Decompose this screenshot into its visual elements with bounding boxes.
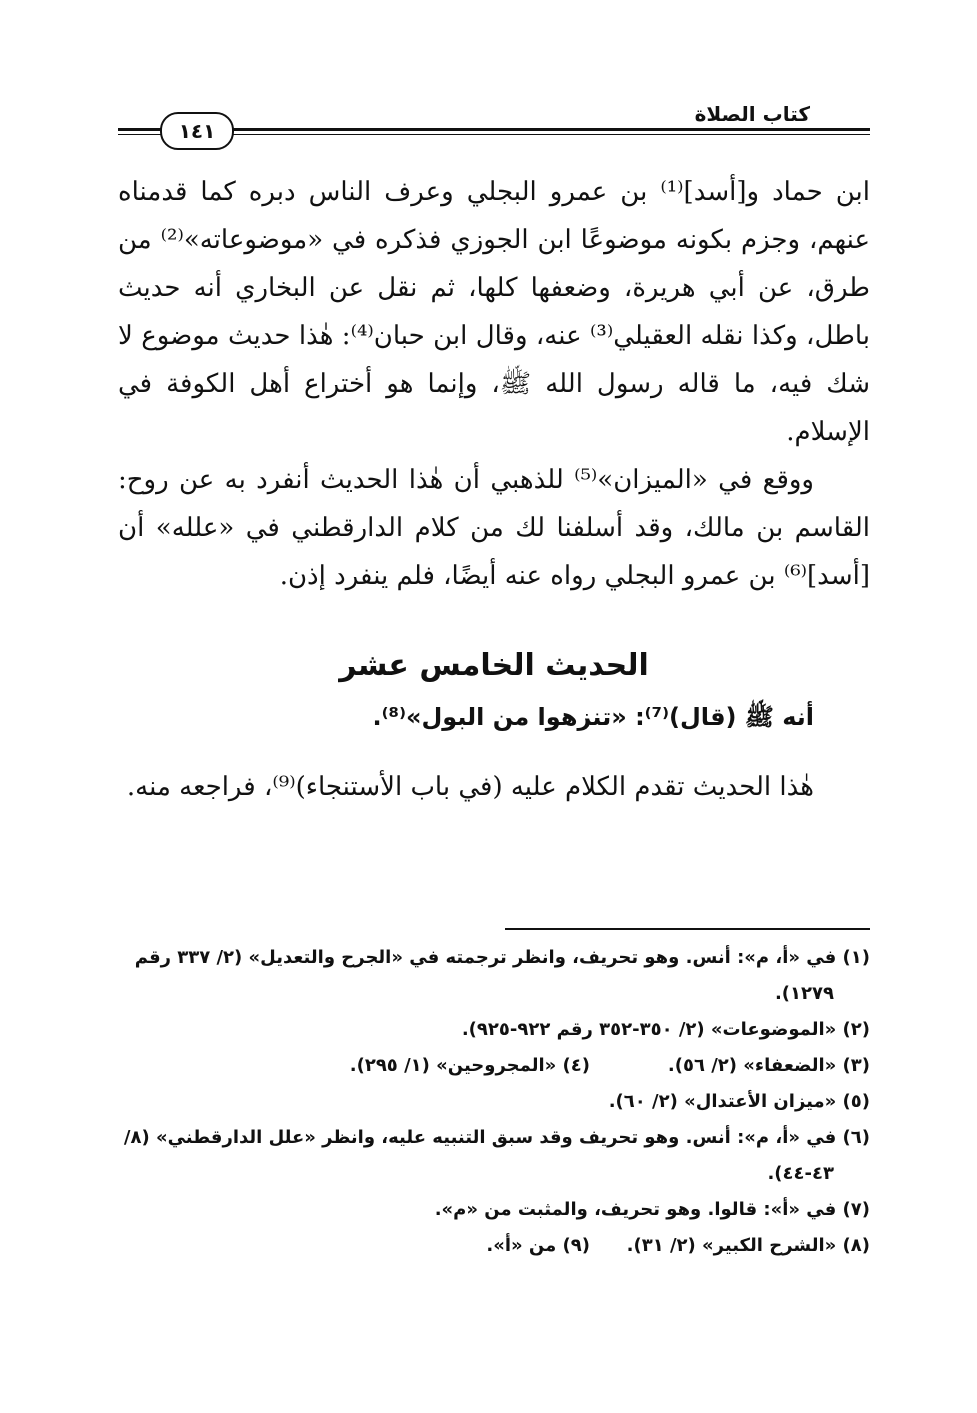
footnote-row: [118, 1048, 870, 1084]
header-rule-left-thin: [118, 134, 164, 135]
footnote: (٣) «الضعفاء» (٢/ ٥٦).: [667, 1055, 870, 1076]
footnote: (٤) «المجروحين» (١/ ٢٩٥).: [349, 1055, 590, 1076]
paragraph: ووقع في «الميزان»⁽⁵⁾ للذهبي أن هٰذا الحديث أنفرد به عن روح: القاسم بن مالك، وقد أسلفنا لك من كلام الدارقطني في «علله» أن [أسد]⁽⁶⁾ بن عمرو البجلي رواه عنه أيضًا، فلم ينفرد إذن.: [118, 465, 870, 591]
main-text: [118, 168, 870, 600]
footnote: (٨) «الشرح الكبير» (٢/ ٣١).: [626, 1235, 870, 1256]
footnote: (٢) «الموضوعات» (٢/ ٣٥٠-٣٥٢ رقم ٩٢٢-٩٢٥).: [461, 1019, 870, 1040]
section-heading: الحديث الخامس عشر: [339, 648, 649, 683]
header-rule: [228, 128, 870, 131]
footnote-continuation: ١٢٧٩).: [774, 983, 834, 1004]
running-title: كتاب الصلاة: [694, 102, 810, 126]
header-rule-thin: [228, 134, 870, 135]
footnote: (٦) في «أ، م»: أنس. وهو تحريف وقد سبق التنبيه عليه، وانظر «علل الدارقطني» (٨/: [123, 1127, 870, 1148]
header-rule-left: [118, 128, 164, 131]
footnote: (٧) في «أ»: قالوا. وهو تحريف، والمثبت من «م».: [434, 1199, 870, 1220]
commentary: [118, 752, 870, 822]
footnote: (١) في «أ، م»: أنس. وهو تحريف، وانظر ترجمته في «الجرح والتعديل» (٢/ ٣٣٧ رقم: [134, 947, 870, 968]
footnote-row: [118, 1228, 870, 1264]
footnote-separator: [505, 928, 870, 930]
paragraph: ابن حماد و[أسد]⁽¹⁾ بن عمرو البجلي وعرف الناس دبره كما قدمناه عنهم، وجزم بكونه موضوعًا ابن الجوزي فذكره في «موضوعاته»⁽²⁾ من طرق، عن أبي هريرة، وضعفها كلها، ثم نقل عن البخاري أنه حديث باطل، وكذا نقله العقيلي⁽³⁾ عنه، وقال ابن حبان⁽⁴⁾: هٰذا حديث موضوع لا شك فيه، ما قاله رسول الله ﷺ، وإنما هو أختراع أهل الكوفة في الإسلام.: [118, 177, 871, 447]
footnotes: [118, 940, 870, 1264]
paragraph: هٰذا الحديث تقدم الكلام عليه (في باب الأستنجاء)⁽⁹⁾، فراجعه منه.: [126, 772, 814, 802]
footnote: (٩) من «أ».: [486, 1235, 590, 1256]
footnote-continuation: ٤٣-٤٤).: [767, 1163, 834, 1184]
hadith-text: أنه ﷺ (قال)⁽⁷⁾: «تنزهوا من البول»⁽⁸⁾.: [372, 703, 814, 731]
page-number: ١٤١: [160, 112, 234, 150]
footnote: (٥) «ميزان الأعتدال» (٢/ ٦٠).: [608, 1091, 870, 1112]
page-header: [118, 100, 870, 150]
